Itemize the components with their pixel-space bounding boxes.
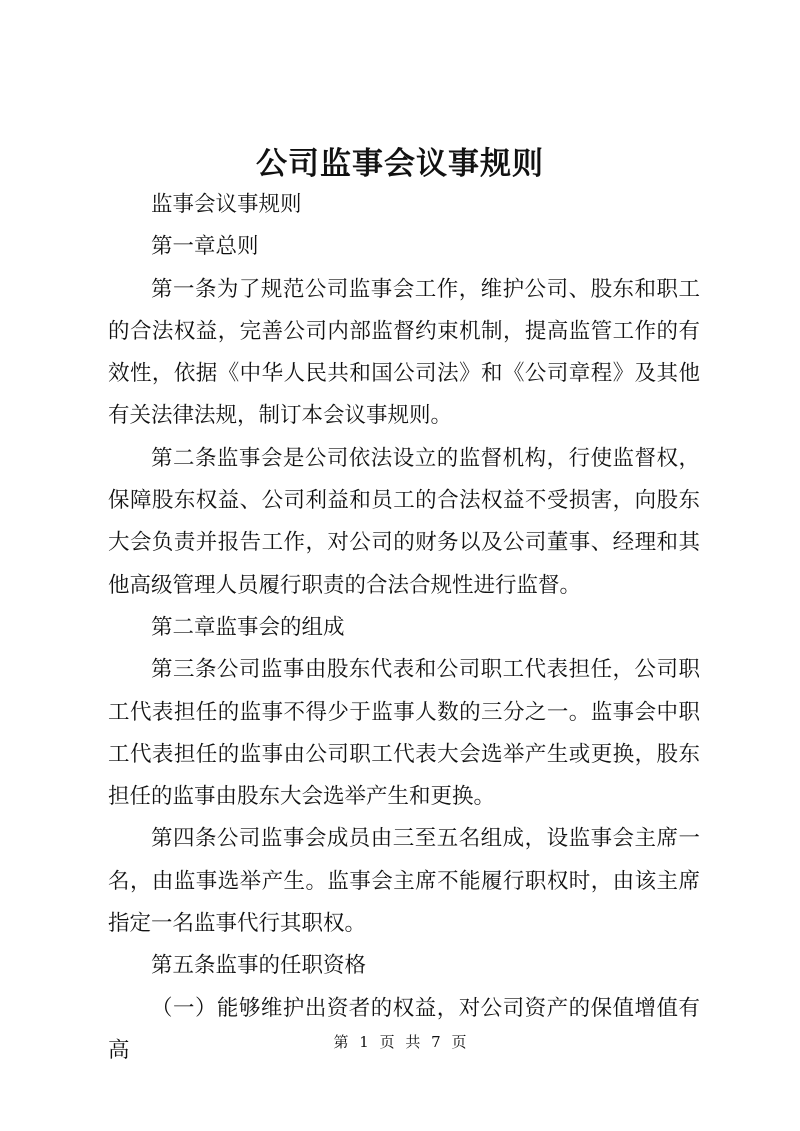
document-body <box>108 184 700 1072</box>
paragraph: 第三条公司监事由股东代表和公司职工代表担任，公司职工代表担任的监事不得少于监事人数的三分之一。监事会中职工代表担任的监事由公司职工代表大会选举产生或更换，股东担任的监事由股东大会选举产生和更换。 <box>108 657 700 810</box>
paragraph: （一）能够维护出资者的权益，对公司资产的保值增值有高 <box>108 995 700 1063</box>
paragraph: 第四条公司监事会成员由三至五名组成，设监事会主席一名，由监事选举产生。监事会主席不能履行职权时，由该主席指定一名监事代行其职权。 <box>108 826 700 937</box>
document-title: 公司监事会议事规则 <box>256 146 544 182</box>
paragraph: 监事会议事规则 <box>151 192 302 217</box>
paragraph: 第一条为了规范公司监事会工作，维护公司、股东和职工的合法权益，完善公司内部监督约束机制，提高监管工作的有效性，依据《中华人民共和国公司法》和《公司章程》及其他有关法律法规，制订本会议事规则。 <box>108 276 700 429</box>
paragraph: 第五条监事的任职资格 <box>151 953 367 979</box>
paragraph: 第二条监事会是公司依法设立的监督机构，行使监督权，保障股东权益、公司利益和员工的合法权益不受损害，向股东大会负责并报告工作，对公司的财务以及公司董事、经理和其他高级管理人员履行职责的合法合规性进行监督。 <box>108 445 700 598</box>
chapter-heading: 第二章监事会的组成 <box>151 614 345 640</box>
page-footer: 第 1 页 共 7 页 <box>333 1033 467 1051</box>
chapter-heading: 第一章总则 <box>151 234 259 260</box>
